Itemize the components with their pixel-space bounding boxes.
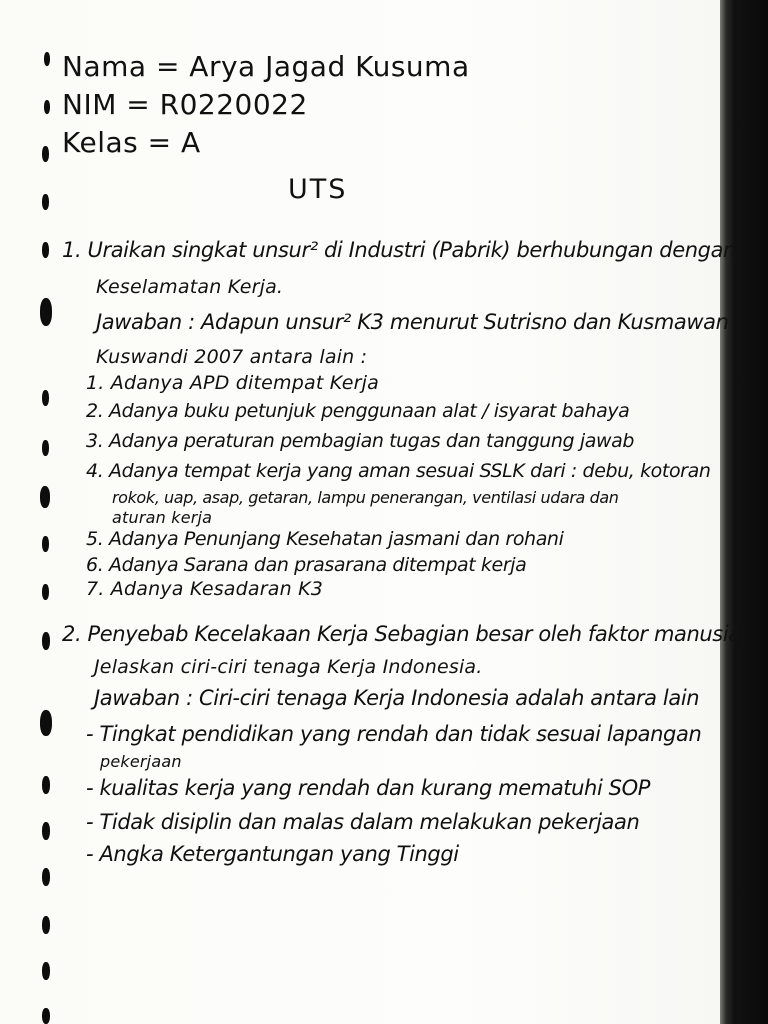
binder-hole: [40, 486, 50, 508]
binder-hole: [42, 1008, 50, 1024]
answer-1-item-cont: rokok, uap, asap, getaran, lampu penerangan, ventilasi udara dan: [112, 488, 619, 507]
answer-2-intro: Jawaban : Ciri-ciri tenaga Kerja Indonesia adalah antara lain: [94, 686, 700, 710]
answer-2-item: - kualitas kerja yang rendah dan kurang mematuhi SOP: [86, 776, 650, 800]
answer-2-item: - Tidak disiplin dan malas dalam melakukan pekerjaan: [86, 810, 640, 834]
answer-1-item: 6. Adanya Sarana dan prasarana ditempat kerja: [86, 554, 527, 576]
answer-2-item: - Angka Ketergantungan yang Tinggi: [86, 842, 459, 866]
binder-hole: [40, 298, 52, 326]
binder-hole: [44, 100, 50, 114]
question-1-text-cont: Keselamatan Kerja.: [96, 276, 284, 298]
binder-hole: [42, 390, 49, 406]
page-title: UTS: [288, 174, 348, 205]
binder-hole: [44, 52, 50, 66]
binder-hole: [40, 710, 52, 736]
background-edge: [720, 0, 768, 1024]
binder-hole: [42, 868, 50, 886]
answer-1-item: 1. Adanya APD ditempat Kerja: [86, 372, 379, 394]
answer-1-item: 4. Adanya tempat kerja yang aman sesuai SSLK dari : debu, kotoran: [86, 460, 711, 482]
answer-2-item-cont: pekerjaan: [100, 752, 182, 771]
answer-1-item: 2. Adanya buku petunjuk penggunaan alat / isyarat bahaya: [86, 400, 630, 422]
question-1-text: 1. Uraikan singkat unsur² di Industri (Pabrik) berhubungan dengan: [62, 238, 736, 262]
binder-hole: [42, 632, 50, 650]
question-2-text: 2. Penyebab Kecelakaan Kerja Sebagian besar oleh faktor manusia.: [62, 622, 748, 646]
binder-hole: [42, 440, 49, 456]
binder-hole: [42, 962, 50, 980]
answer-1-intro: Jawaban : Adapun unsur² K3 menurut Sutrisno dan Kusmawan: [96, 310, 729, 334]
answer-1-item: 3. Adanya peraturan pembagian tugas dan tanggung jawab: [86, 430, 635, 452]
nim-line: NIM = R0220022: [62, 88, 308, 121]
answer-1-intro-cont: Kuswandi 2007 antara lain :: [96, 346, 368, 368]
binder-hole: [42, 146, 49, 162]
answer-2-item: - Tingkat pendidikan yang rendah dan tidak sesuai lapangan: [86, 722, 702, 746]
binder-hole: [42, 194, 49, 210]
answer-1-item-cont: aturan kerja: [112, 508, 213, 527]
binder-hole: [42, 242, 49, 258]
name-line: Nama = Arya Jagad Kusuma: [62, 50, 470, 83]
class-line: Kelas = A: [62, 126, 201, 159]
answer-1-item: 7. Adanya Kesadaran K3: [86, 578, 324, 600]
binder-holes: [0, 0, 60, 1024]
binder-hole: [42, 584, 49, 600]
answer-1-item: 5. Adanya Penunjang Kesehatan jasmani dan rohani: [86, 528, 564, 550]
question-2-text-cont: Jelaskan ciri-ciri tenaga Kerja Indonesia.: [94, 656, 483, 678]
binder-hole: [42, 822, 50, 840]
binder-hole: [42, 536, 49, 552]
binder-hole: [42, 776, 50, 794]
binder-hole: [42, 916, 50, 934]
